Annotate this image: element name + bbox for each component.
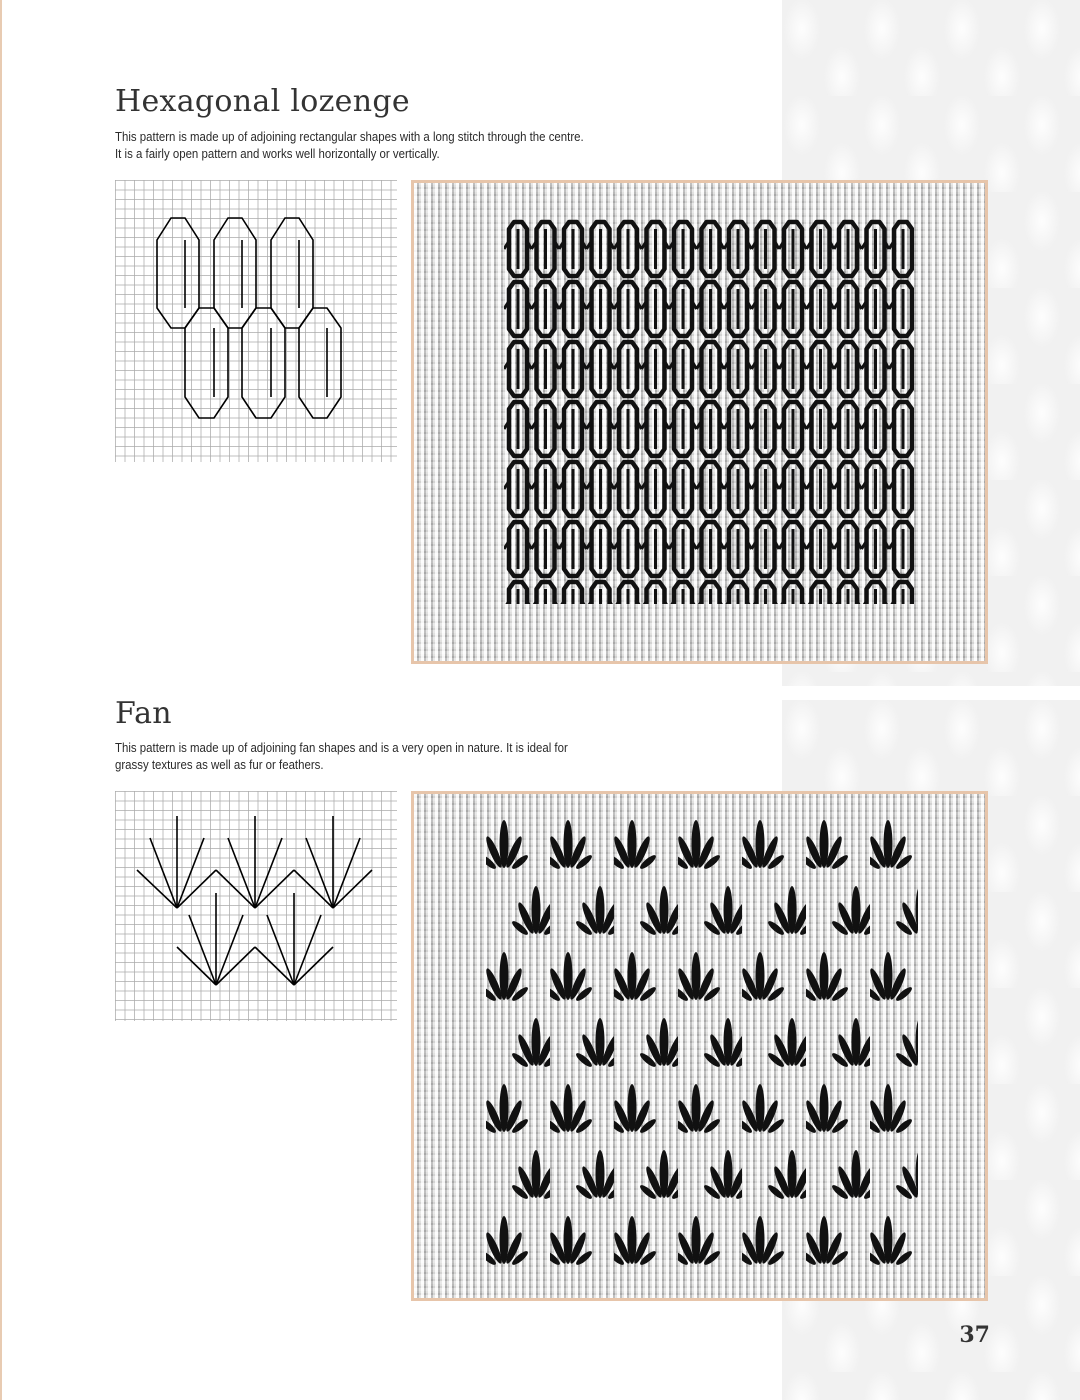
stitch-sample-photo-fan <box>411 791 988 1301</box>
section-title: Hexagonal lozenge <box>115 84 410 119</box>
hexagon-stitch-sample <box>414 183 985 661</box>
section-description <box>115 739 661 773</box>
stitch-sample-photo-hexagonal-lozenge <box>411 180 988 664</box>
fan-shape <box>177 893 255 985</box>
fan-diagram <box>115 791 397 1021</box>
fan-shape <box>137 816 216 908</box>
description-line: It is a fairly open pattern and works well horizontally or vertically. <box>115 146 440 161</box>
page-number: 37 <box>959 1322 990 1348</box>
fan-shape <box>216 816 294 908</box>
hexagon-diagram <box>115 180 397 462</box>
fan-shape <box>255 893 333 985</box>
description-line: grassy textures as well as fur or feathers. <box>115 757 324 772</box>
stitch-chart-hexagonal-lozenge <box>115 180 397 462</box>
description-line: This pattern is made up of adjoining fan shapes and is a very open in nature. It is ideal for <box>115 740 568 755</box>
stitch-chart-fan <box>115 791 397 1021</box>
fan-stitch-sample <box>414 794 985 1298</box>
description-line: This pattern is made up of adjoining rectangular shapes with a long stitch through the centre. <box>115 129 584 144</box>
fan-shape <box>294 816 372 908</box>
page-edge-line <box>0 0 2 1400</box>
section-description <box>115 128 661 162</box>
section-title: Fan <box>115 696 172 731</box>
